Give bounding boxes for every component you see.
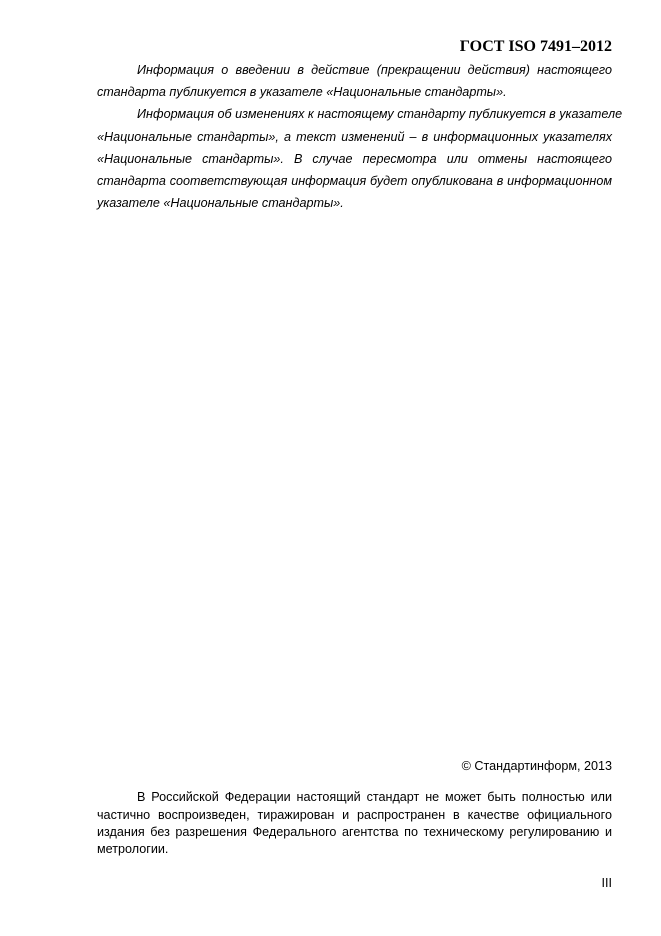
text-line: метрологии. (97, 842, 169, 856)
text-line: Информация об изменениях к настоящему стандарту публикуется в указателе (137, 107, 623, 121)
text-line: указателе «Национальные стандарты». (97, 196, 344, 210)
text-line: «Национальные стандарты», а текст изменений – в информационных указателях (97, 130, 612, 144)
text-line: издания без разрешения Федерального агентства по техническому регулированию и (97, 825, 612, 839)
text-line: стандарта соответствующая информация будет опубликована в информационном (97, 174, 612, 188)
text-line: Информация о введении в действие (прекращении действия) настоящего (137, 63, 612, 77)
text-line: В Российской Федерации настоящий стандарт не может быть полностью или (137, 790, 612, 804)
text-line: стандарта публикуется в указателе «Национальные стандарты». (97, 85, 507, 99)
copyright-notice: © Стандартинформ, 2013 (461, 759, 612, 773)
page-number: III (601, 876, 612, 890)
text-line: частично воспроизведен, тиражирован и распространен в качестве официального (97, 808, 612, 822)
document-header-title: ГОСТ ISO 7491–2012 (459, 38, 612, 55)
text-line: «Национальные стандарты». В случае пересмотра или отмены настоящего (97, 152, 612, 166)
